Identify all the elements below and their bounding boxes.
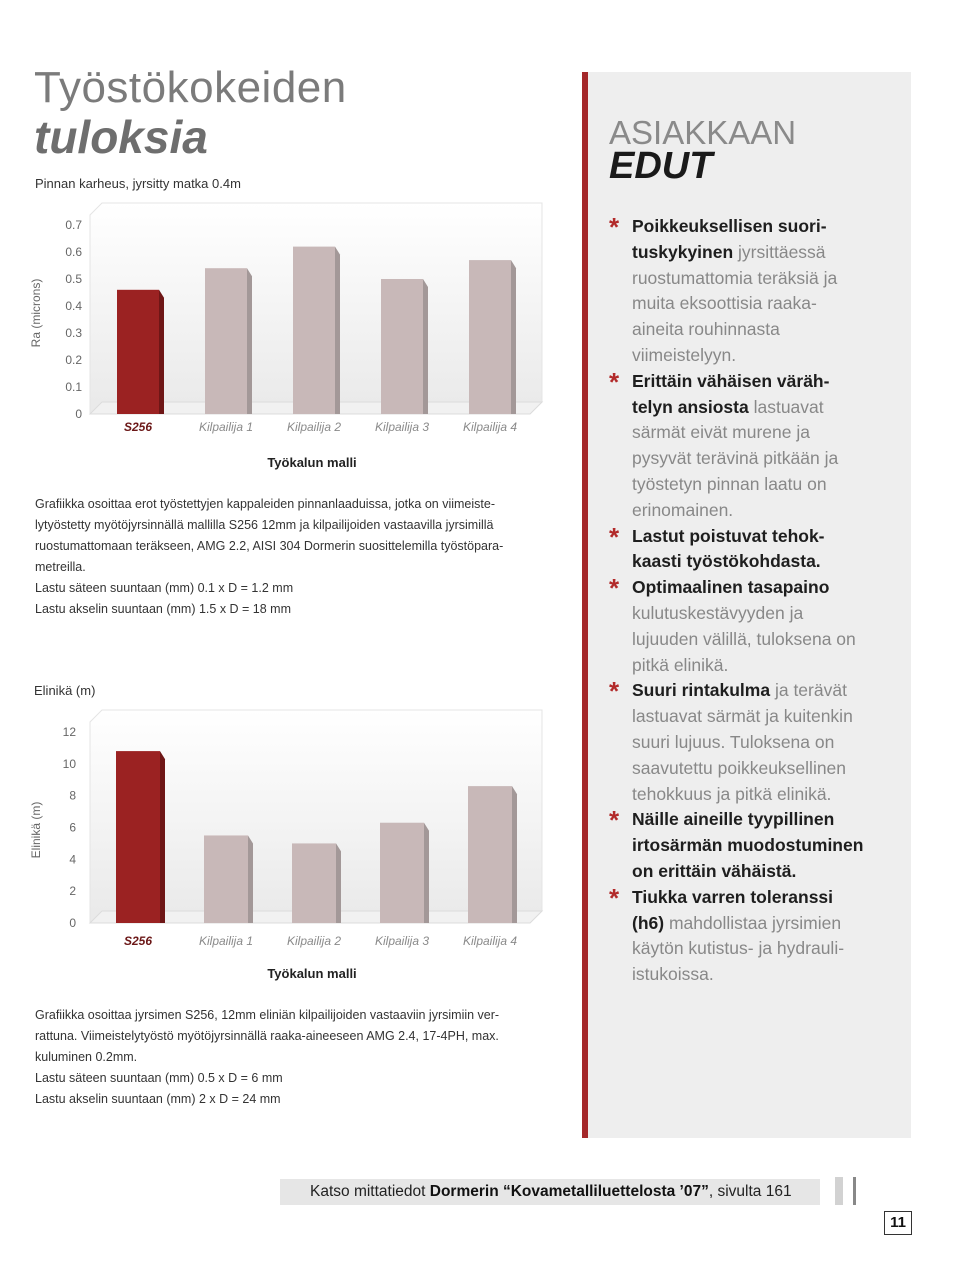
asterisk-bullet-icon: * [609, 366, 620, 397]
benefit-line [632, 549, 899, 575]
bar-side [424, 823, 429, 923]
bar-side [160, 751, 165, 923]
x-tick-label: Kilpailija 4 [462, 420, 518, 434]
benefit-text: aineita rouhinnasta [632, 319, 780, 340]
y-tick-label: 0.5 [65, 272, 82, 286]
y-tick-label: 0.2 [65, 353, 82, 367]
x-axis-label: Työkalun malli [267, 455, 357, 470]
x-tick-label: Kilpailija 4 [462, 934, 518, 948]
benefit-text-bold: irtosärmän muodostuminen [632, 835, 864, 856]
benefit-line [632, 627, 899, 653]
bar-side [159, 290, 164, 414]
chart2-caption-line: rattuna. Viimeistelytyöstö myötöjyrsinnällä raaka-aineeseen AMG 2.4, 17-4PH, max. [35, 1029, 499, 1043]
benefit-line [632, 369, 899, 395]
benefit-line [632, 601, 899, 627]
benefit-line [632, 214, 899, 240]
y-tick-label: 0 [69, 916, 76, 930]
y-tick-label: 2 [69, 884, 76, 899]
y-tick-label: 0.3 [65, 326, 82, 340]
asterisk-bullet-icon: * [609, 212, 620, 242]
benefit-line [632, 498, 899, 524]
benefit-line [632, 885, 899, 911]
benefit-item [609, 214, 899, 369]
benefit-line [632, 911, 899, 937]
benefit-text: pitkä elinikä. [632, 654, 729, 675]
chart2-caption-line: Lastu säteen suuntaan (mm) 0.5 x D = 6 mm [35, 1071, 283, 1085]
benefit-text-bold: Erittäin vähäisen väräh- [632, 370, 830, 391]
bar-side [247, 268, 252, 414]
benefit-line [632, 807, 899, 833]
accent-bar [582, 72, 588, 1138]
benefit-item [609, 807, 899, 884]
benefit-line [632, 782, 899, 808]
x-tick-label: Kilpailija 3 [374, 420, 430, 434]
page-title-line2: tuloksia [34, 111, 208, 163]
chart2-caption-line: Grafiikka osoittaa jyrsimen S256, 12mm eliniän kilpailijoiden vastaaviin jyrsimiin ver- [35, 1008, 500, 1022]
bar-side [248, 835, 253, 923]
benefit-line [632, 730, 899, 756]
benefit-text: lujuuden välillä, tuloksena on [632, 628, 856, 649]
y-tick-label: 0.1 [65, 380, 82, 394]
bar [117, 290, 159, 414]
y-tick-label: 0.7 [65, 218, 82, 232]
benefit-text: lastuavat särmät ja kuitenkin [632, 706, 853, 727]
benefit-text-bold: (h6) [632, 912, 665, 933]
asterisk-bullet-icon: * [609, 805, 620, 836]
y-tick-label: 12 [62, 725, 76, 739]
chart1-caption-line: ruostumattomaan teräkseen, AMG 2.2, AISI 304 Dormerin suosittelemilla työstöpara- [35, 539, 504, 553]
benefit-line [632, 343, 899, 369]
benefit-line [632, 240, 899, 266]
x-tick-label: Kilpailija 1 [198, 934, 254, 948]
benefit-text: kulutuskestävyyden ja [632, 602, 804, 623]
benefit-text-bold: Lastut poistuvat tehok- [632, 525, 825, 546]
benefit-line [632, 653, 899, 679]
chart1-caption-line: Grafiikka osoittaa erot työstettyjen kappaleiden pinnanlaaduissa, jotka on viimeiste- [35, 497, 495, 511]
benefit-item [609, 521, 899, 576]
page-number: 11 [884, 1211, 912, 1235]
benefit-text: viimeistelyyn. [632, 344, 737, 365]
benefit-line [632, 420, 899, 446]
benefit-text: särmät eivät murene ja [632, 422, 810, 443]
asterisk-bullet-icon: * [609, 573, 620, 604]
benefit-text-bold: Suuri rintakulma [632, 680, 771, 701]
footer-decor-bar [853, 1177, 856, 1205]
y-tick-label: 6 [69, 820, 76, 835]
y-tick-label: 4 [69, 852, 76, 867]
chart-tool-life [0, 705, 560, 990]
benefit-item [609, 882, 899, 988]
benefit-text-bold: tuskykyinen [632, 241, 734, 262]
y-tick-label: 8 [69, 788, 76, 803]
benefit-line [632, 524, 899, 550]
benefit-text-bold: telyn ansiosta [632, 396, 749, 417]
asterisk-bullet-icon: * [609, 521, 620, 552]
benefit-text: tehokkuus ja pitkä elinikä. [632, 783, 832, 804]
benefit-text-bold: Tiukka varren toleranssi [632, 886, 834, 907]
asterisk-bullet-icon: * [609, 882, 620, 913]
x-tick-label: Kilpailija 2 [286, 934, 342, 948]
benefit-line [632, 704, 899, 730]
benefit-line [632, 472, 899, 498]
footer-catalog: “Kovametalliluettelosta ’07” [502, 1183, 709, 1200]
bar [468, 786, 512, 923]
y-tick-label: 0 [75, 407, 82, 421]
benefit-text: muita eksoottisia raaka- [632, 293, 817, 314]
benefit-text: erinomainen. [632, 499, 734, 520]
bar [380, 823, 424, 923]
footer-decor-bar [835, 1177, 843, 1205]
chart2-caption-line: Lastu akselin suuntaan (mm) 2 x D = 24 mm [35, 1092, 281, 1106]
benefit-text: mahdollistaa jyrsimien [664, 912, 842, 933]
benefit-text-bold: kaasti työstökohdasta. [632, 551, 821, 572]
benefit-item [609, 678, 899, 807]
benefit-item [609, 366, 899, 524]
chart2-caption [35, 1005, 530, 1110]
x-tick-label: Kilpailija 1 [198, 420, 254, 434]
x-tick-label: S256 [123, 934, 153, 948]
benefit-line [632, 395, 899, 421]
footer-brand: Dormerin [429, 1183, 499, 1200]
benefit-line [632, 317, 899, 343]
benefit-item [609, 575, 899, 678]
x-tick-label: S256 [123, 420, 153, 434]
y-axis-label: Elinikä (m) [29, 801, 43, 859]
bar-side [336, 843, 341, 923]
y-tick-label: 10 [62, 756, 76, 771]
chart2-title: Elinikä (m) [34, 683, 96, 698]
benefit-line [632, 962, 899, 988]
x-tick-label: Kilpailija 3 [374, 934, 430, 948]
footer-reference [310, 1183, 792, 1201]
benefit-text: saavutettu poikkeuksellinen [632, 757, 847, 778]
bar [381, 279, 423, 414]
asterisk-bullet-icon: * [609, 676, 620, 707]
chart2-caption-line: kuluminen 0.2mm. [35, 1050, 138, 1064]
chart1-caption-line: Lastu säteen suuntaan (mm) 0.1 x D = 1.2 mm [35, 581, 294, 595]
benefit-line [632, 833, 899, 859]
benefit-text-bold: on erittäin vähäistä. [632, 860, 797, 881]
benefit-text: työstetyn pinnan laatu on [632, 473, 827, 494]
benefit-text: suuri lujuus. Tuloksena on [632, 731, 835, 752]
chart1-caption-line: metreilla. [35, 560, 86, 574]
benefit-line [632, 266, 899, 292]
x-tick-label: Kilpailija 2 [286, 420, 342, 434]
benefit-text: ruostumattomia teräksiä ja [632, 267, 838, 288]
benefit-text: käytön kutistus- ja hydrauli- [632, 938, 845, 959]
benefit-text: ja terävät [770, 680, 847, 701]
chart1-subtitle: Pinnan karheus, jyrsitty matka 0.4m [35, 176, 241, 191]
bar [469, 260, 511, 414]
footer-suffix: , sivulta 161 [708, 1183, 792, 1200]
benefit-line [632, 446, 899, 472]
bar-side [511, 260, 516, 414]
benefit-line [632, 756, 899, 782]
bar [292, 843, 336, 923]
benefit-text: jyrsittäessä [733, 241, 826, 262]
y-axis-label: Ra (microns) [29, 278, 43, 348]
x-axis-label: Työkalun malli [267, 966, 357, 981]
chart1-caption [35, 494, 530, 620]
y-tick-label: 0.6 [65, 245, 82, 259]
benefit-text-bold: Poikkeuksellisen suori- [632, 216, 827, 236]
benefit-line [632, 936, 899, 962]
footer-prefix: Katso mittatiedot [310, 1183, 430, 1200]
benefits-list [609, 214, 899, 988]
benefit-text-bold: Optimaalinen tasapaino [632, 577, 830, 598]
page-title-line1: Työstökokeiden [34, 63, 347, 112]
benefit-text: pysyvät terävinä pitkään ja [632, 448, 839, 469]
y-tick-label: 0.4 [65, 299, 82, 313]
benefit-text: lastuavat [748, 396, 824, 417]
bar [205, 268, 247, 414]
benefits-heading-line2: EDUT [609, 145, 713, 187]
benefit-line [632, 859, 899, 885]
benefits-heading-line1: ASIAKKAAN [609, 114, 797, 151]
bar [204, 835, 248, 923]
benefit-line [632, 678, 899, 704]
benefit-line [632, 291, 899, 317]
benefit-line [632, 575, 899, 601]
bar-side [423, 279, 428, 414]
bar [293, 247, 335, 414]
benefit-text-bold: Näille aineille tyypillinen [632, 809, 835, 830]
chart1-caption-line: lytyöstetty myötöjyrsinnällä mallilla S256 12mm ja kilpailijoiden vastaavilla jyrsimillä [35, 518, 494, 532]
chart1-caption-line: Lastu akselin suuntaan (mm) 1.5 x D = 18 mm [35, 602, 292, 616]
chart-surface-roughness [0, 195, 560, 480]
bar-side [335, 247, 340, 414]
benefit-text: istukoissa. [632, 964, 714, 985]
bar-side [512, 786, 517, 923]
bar [116, 751, 160, 923]
